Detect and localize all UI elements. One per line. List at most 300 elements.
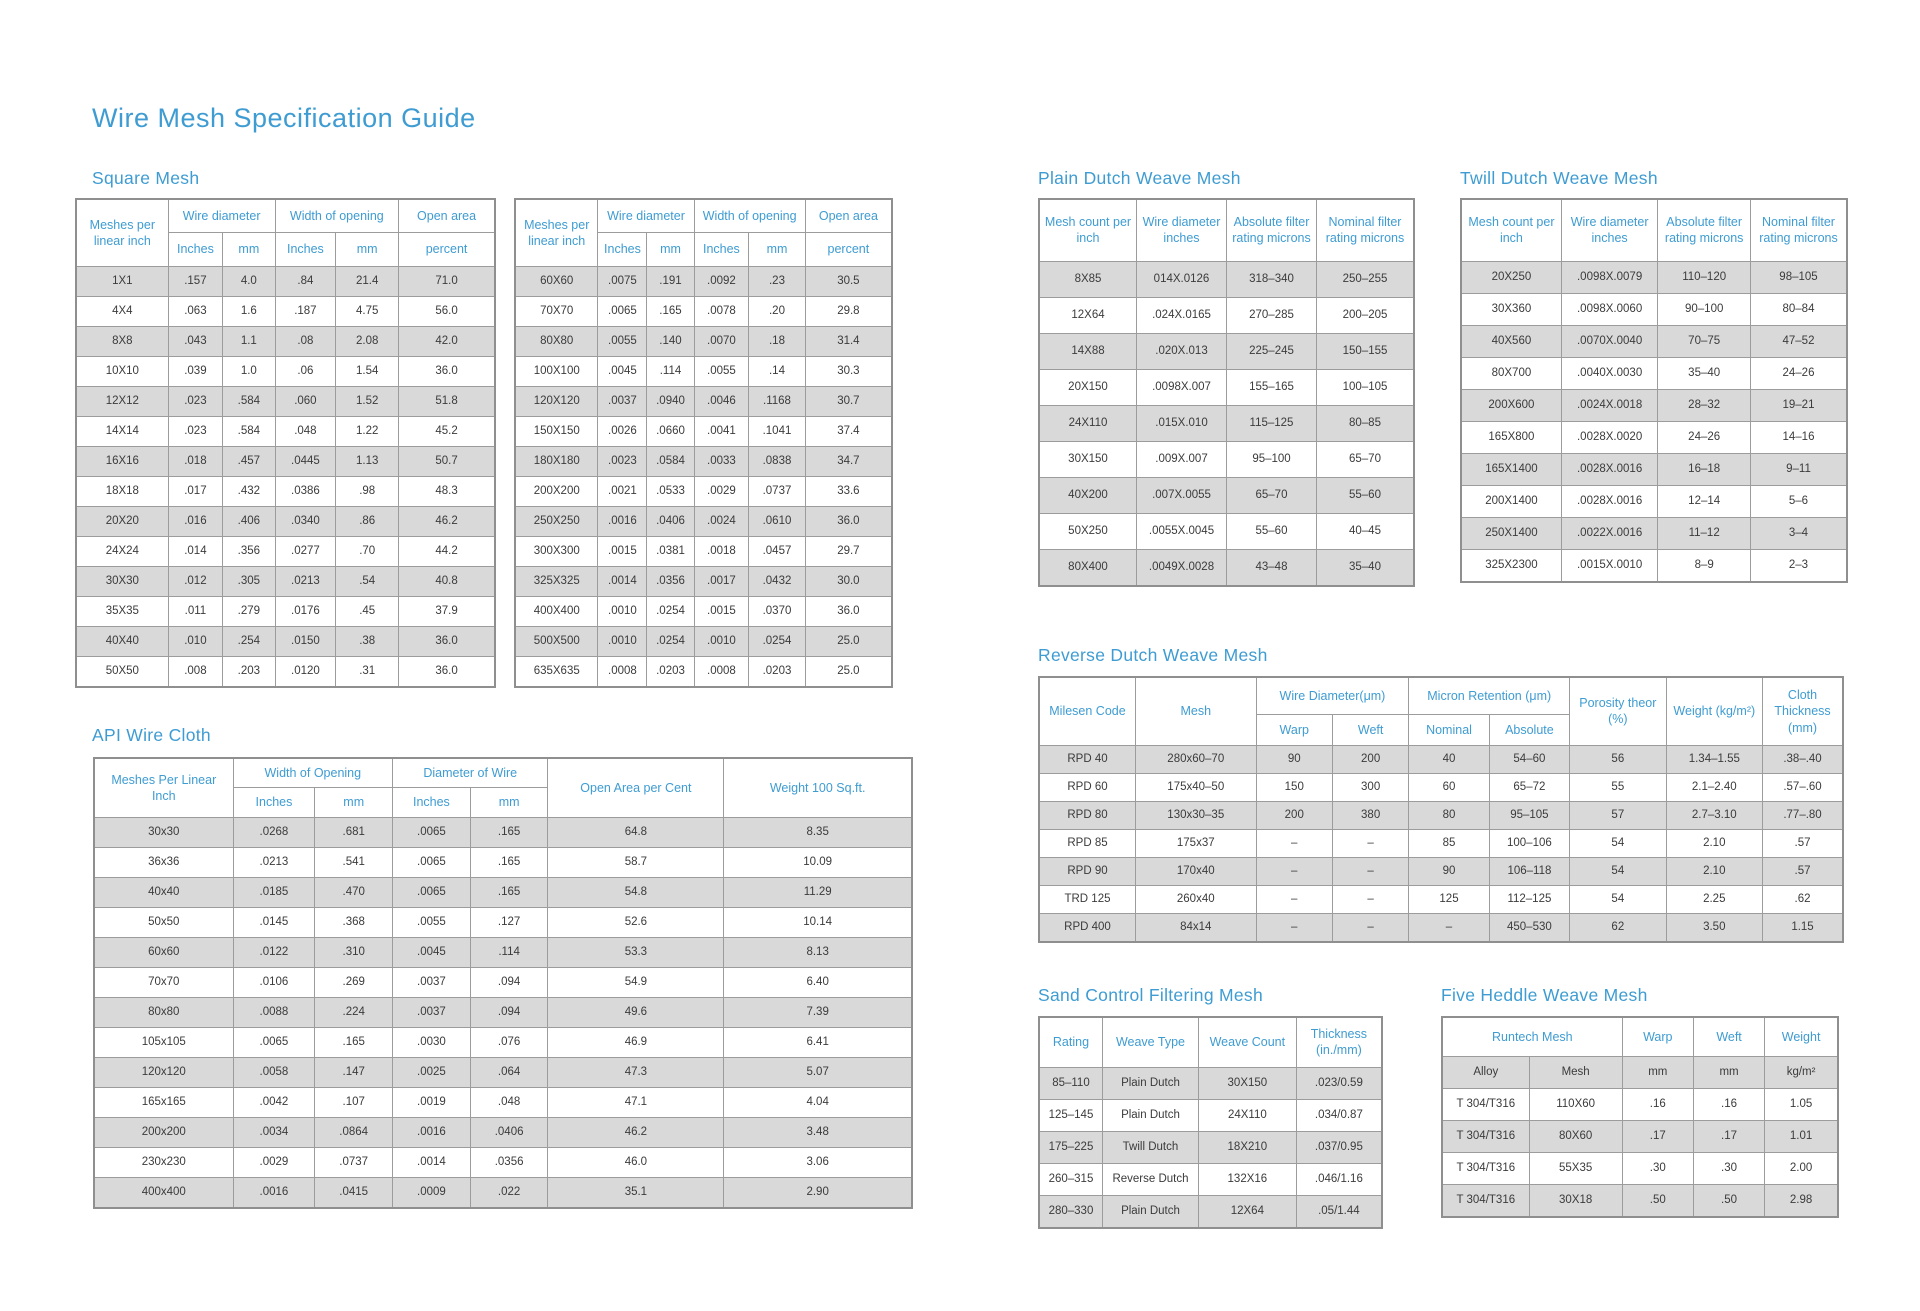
table-cell: 100X100 <box>515 356 598 386</box>
col-header-mesh-count: Mesh count per inch <box>1039 199 1137 261</box>
table-cell: .0940 <box>647 386 694 416</box>
table-cell: .0098X.007 <box>1137 369 1227 405</box>
table-cell: 70X70 <box>515 296 598 326</box>
table-cell: .0092 <box>694 266 749 296</box>
table-cell: mm <box>1622 1057 1693 1089</box>
table-cell: 65–70 <box>1227 477 1317 513</box>
table-cell: 300 <box>1332 773 1408 801</box>
table-cell: .30 <box>1622 1153 1693 1185</box>
table-cell: .0010 <box>598 626 647 656</box>
table-cell: .305 <box>223 566 275 596</box>
table-cell: 20X150 <box>1039 369 1137 405</box>
plain-dutch-table <box>1038 198 1415 587</box>
table-cell: 12X64 <box>1039 297 1137 333</box>
table-cell: .368 <box>315 907 393 937</box>
table-cell: 4.0 <box>223 266 275 296</box>
table-cell: 1.1 <box>223 326 275 356</box>
table-cell: 120x120 <box>94 1057 233 1087</box>
col-header-wire-diameter: Wire diameter inches <box>1561 199 1658 261</box>
col-header-inches: Inches <box>275 233 336 266</box>
table-cell: .0049X.0028 <box>1137 549 1227 586</box>
table-cell: 250X250 <box>515 506 598 536</box>
table-cell: 24–26 <box>1750 357 1847 389</box>
table-cell: .269 <box>315 967 393 997</box>
table-cell: 31.4 <box>805 326 892 356</box>
table-cell: 110–120 <box>1658 261 1751 293</box>
table-cell: .0033 <box>694 446 749 476</box>
table-cell: 120X120 <box>515 386 598 416</box>
section-title-api-wire-cloth: API Wire Cloth <box>92 725 211 745</box>
table-cell: .98 <box>336 476 399 506</box>
table-cell: 53.3 <box>548 937 724 967</box>
col-header-meshes-per-linear-inch: Meshes Per Linear Inch <box>94 758 233 817</box>
table-cell: .470 <box>315 877 393 907</box>
table-cell: .0277 <box>275 536 336 566</box>
table-cell: .310 <box>315 937 393 967</box>
table-row <box>76 326 495 356</box>
table-cell: 25.0 <box>805 656 892 687</box>
table-cell: 24–26 <box>1658 421 1751 453</box>
table-cell: Plain Dutch <box>1102 1067 1198 1099</box>
table-cell: .0042 <box>233 1087 315 1117</box>
table-cell: .584 <box>223 386 275 416</box>
table-cell: 12X64 <box>1198 1195 1296 1228</box>
square-mesh-table-2 <box>514 198 893 688</box>
col-header-meshes-per-linear-inch: Meshes per linear inch <box>515 199 598 266</box>
square-mesh-table-1 <box>75 198 496 688</box>
table-cell: 36.0 <box>399 356 495 386</box>
table-row <box>1461 549 1847 582</box>
table-body <box>1039 1067 1382 1228</box>
table-cell: 49.6 <box>548 997 724 1027</box>
table-cell: 105x105 <box>94 1027 233 1057</box>
table-cell: .0406 <box>647 506 694 536</box>
table-cell: .107 <box>315 1087 393 1117</box>
table-cell: RPD 40 <box>1039 745 1135 773</box>
table-row <box>94 1027 912 1057</box>
col-header-porosity: Porosity theor (%) <box>1570 677 1666 745</box>
table-cell: .0037 <box>393 997 471 1027</box>
table-cell: RPD 85 <box>1039 829 1135 857</box>
col-header-mesh-count: Mesh count per inch <box>1461 199 1561 261</box>
table-cell: .0018 <box>694 536 749 566</box>
table-cell: 450–530 <box>1489 913 1569 942</box>
table-cell: 1.34–1.55 <box>1666 745 1762 773</box>
table-cell: .0457 <box>749 536 806 566</box>
table-cell: 98–105 <box>1750 261 1847 293</box>
table-cell: .0356 <box>647 566 694 596</box>
table-cell: .0024 <box>694 506 749 536</box>
table-cell: .0030 <box>393 1027 471 1057</box>
table-cell: 47.1 <box>548 1087 724 1117</box>
table-cell: 42.0 <box>399 326 495 356</box>
table-cell: 51.8 <box>399 386 495 416</box>
table-cell: T 304/T316 <box>1442 1153 1529 1185</box>
table-cell: 260x40 <box>1135 885 1256 913</box>
table-cell: 1.6 <box>223 296 275 326</box>
col-header-weight-100-sqft: Weight 100 Sq.ft. <box>724 758 912 817</box>
table-cell: .046/1.16 <box>1296 1163 1382 1195</box>
table-cell: .0028X.0016 <box>1561 485 1658 517</box>
table-cell: 4.04 <box>724 1087 912 1117</box>
table-cell: RPD 400 <box>1039 913 1135 942</box>
table-cell: .681 <box>315 817 393 847</box>
table-cell: 11.29 <box>724 877 912 907</box>
col-header-nominal-rating: Nominal filter rating microns <box>1317 199 1415 261</box>
table-cell: .165 <box>470 817 548 847</box>
table-cell: .0014 <box>393 1147 471 1177</box>
table-cell: .38 <box>336 626 399 656</box>
table-row <box>76 386 495 416</box>
section-title-plain-dutch: Plain Dutch Weave Mesh <box>1038 168 1241 188</box>
table-cell: .0340 <box>275 506 336 536</box>
col-header-runtech-mesh: Runtech Mesh <box>1442 1017 1622 1057</box>
table-cell: 80 <box>1409 801 1489 829</box>
table-cell: 9–11 <box>1750 453 1847 485</box>
table-cell: .432 <box>223 476 275 506</box>
table-cell: 55 <box>1570 773 1666 801</box>
table-cell: .0533 <box>647 476 694 506</box>
table-cell: .165 <box>647 296 694 326</box>
table-cell: RPD 90 <box>1039 857 1135 885</box>
col-header-open-area-per-cent: Open Area per Cent <box>548 758 724 817</box>
table-cell: .0009 <box>393 1177 471 1208</box>
col-header-rating: Rating <box>1039 1017 1102 1067</box>
col-header-nominal-rating: Nominal filter rating microns <box>1750 199 1847 261</box>
table-cell: .0213 <box>275 566 336 596</box>
table-cell: .0356 <box>470 1147 548 1177</box>
table-cell: 25.0 <box>805 626 892 656</box>
col-header-mm: mm <box>336 233 399 266</box>
table-header <box>76 199 495 266</box>
square-mesh-tables <box>75 198 893 688</box>
table-cell: 165x165 <box>94 1087 233 1117</box>
table-cell: 225–245 <box>1227 333 1317 369</box>
table-row <box>515 326 892 356</box>
table-cell: .0008 <box>694 656 749 687</box>
table-cell: .254 <box>223 626 275 656</box>
table-cell: 175x37 <box>1135 829 1256 857</box>
col-header-inches: Inches <box>168 233 222 266</box>
table-cell: 34.7 <box>805 446 892 476</box>
table-row <box>1039 1163 1382 1195</box>
col-header-width-of-opening: Width of Opening <box>233 758 393 788</box>
table-cell: 30X30 <box>76 566 168 596</box>
table-cell: .0045 <box>598 356 647 386</box>
table-cell: .0098X.0079 <box>1561 261 1658 293</box>
table-cell: 40.8 <box>399 566 495 596</box>
table-cell: 200 <box>1256 801 1332 829</box>
table-cell: .020X.013 <box>1137 333 1227 369</box>
col-header-weave-count: Weave Count <box>1198 1017 1296 1067</box>
table-cell: .08 <box>275 326 336 356</box>
table-cell: .0055 <box>694 356 749 386</box>
table-cell: .0055X.0045 <box>1137 513 1227 549</box>
table-row <box>1039 333 1414 369</box>
table-cell: 28–32 <box>1658 389 1751 421</box>
table-cell: .0203 <box>647 656 694 687</box>
table-cell: .0029 <box>694 476 749 506</box>
table-cell: .0254 <box>647 596 694 626</box>
table-cell: .0088 <box>233 997 315 1027</box>
table-row <box>94 877 912 907</box>
table-cell: .014 <box>168 536 222 566</box>
table-cell: 1.05 <box>1765 1089 1838 1121</box>
table-row <box>1461 389 1847 421</box>
table-cell: .191 <box>647 266 694 296</box>
table-cell: 40X200 <box>1039 477 1137 513</box>
table-cell: 3.48 <box>724 1117 912 1147</box>
table-row <box>76 626 495 656</box>
table-cell: 200X1400 <box>1461 485 1561 517</box>
table-cell: 37.4 <box>805 416 892 446</box>
table-cell: .064 <box>470 1057 548 1087</box>
table-cell: 16–18 <box>1658 453 1751 485</box>
table-cell: – <box>1409 913 1489 942</box>
table-header <box>1039 677 1843 745</box>
table-cell: .0028X.0016 <box>1561 453 1658 485</box>
table-cell: 55–60 <box>1317 477 1415 513</box>
table-cell: .23 <box>749 266 806 296</box>
table-cell: 4.75 <box>336 296 399 326</box>
table-cell: – <box>1256 885 1332 913</box>
col-header-inches: Inches <box>694 233 749 266</box>
table-row <box>94 1057 912 1087</box>
table-cell: 1.0 <box>223 356 275 386</box>
table-cell: – <box>1256 857 1332 885</box>
table-cell: .007X.0055 <box>1137 477 1227 513</box>
col-header-wire-diameter: Wire diameter <box>598 199 694 233</box>
col-header-cloth-thickness: Cloth Thickness (mm) <box>1763 677 1843 745</box>
table-cell: RPD 80 <box>1039 801 1135 829</box>
table-cell: .0021 <box>598 476 647 506</box>
table-cell: 64.8 <box>548 817 724 847</box>
table-cell: 10X10 <box>76 356 168 386</box>
table-cell: .165 <box>470 877 548 907</box>
table-cell: 48.3 <box>399 476 495 506</box>
table-cell: 50x50 <box>94 907 233 937</box>
table-cell: 54 <box>1570 829 1666 857</box>
table-cell: .012 <box>168 566 222 596</box>
table-cell: 36.0 <box>805 506 892 536</box>
table-cell: RPD 60 <box>1039 773 1135 801</box>
table-cell: 44.2 <box>399 536 495 566</box>
table-cell: .0065 <box>393 877 471 907</box>
table-cell: 150X150 <box>515 416 598 446</box>
table-cell: 280x60–70 <box>1135 745 1256 773</box>
table-row <box>1442 1057 1838 1089</box>
table-cell: 8.35 <box>724 817 912 847</box>
table-cell: 46.2 <box>548 1117 724 1147</box>
table-header <box>94 758 912 817</box>
table-cell: .0034 <box>233 1117 315 1147</box>
col-header-wire-diameter: Wire diameter inches <box>1137 199 1227 261</box>
table-cell: 60X60 <box>515 266 598 296</box>
table-cell: .18 <box>749 326 806 356</box>
table-cell: 36.0 <box>805 596 892 626</box>
table-cell: 56 <box>1570 745 1666 773</box>
col-header-inches: Inches <box>233 788 315 817</box>
table-cell: .127 <box>470 907 548 937</box>
table-cell: 150–155 <box>1317 333 1415 369</box>
table-row <box>76 356 495 386</box>
table-cell: .0070X.0040 <box>1561 325 1658 357</box>
table-cell: .0075 <box>598 266 647 296</box>
table-cell: .0046 <box>694 386 749 416</box>
table-cell: 6.40 <box>724 967 912 997</box>
table-cell: 5.07 <box>724 1057 912 1087</box>
table-cell: 175–225 <box>1039 1131 1102 1163</box>
table-cell: .17 <box>1693 1121 1764 1153</box>
table-cell: 85–110 <box>1039 1067 1102 1099</box>
table-cell: 30.7 <box>805 386 892 416</box>
table-row <box>1039 1067 1382 1099</box>
table-cell: 270–285 <box>1227 297 1317 333</box>
table-cell: .0610 <box>749 506 806 536</box>
table-cell: .0737 <box>749 476 806 506</box>
table-cell: .060 <box>275 386 336 416</box>
table-cell: .0106 <box>233 967 315 997</box>
table-cell: 55–60 <box>1227 513 1317 549</box>
table-cell: 80X400 <box>1039 549 1137 586</box>
table-cell: .57 <box>1763 829 1843 857</box>
table-cell: .16 <box>1693 1089 1764 1121</box>
table-cell: 30X360 <box>1461 293 1561 325</box>
table-row <box>76 446 495 476</box>
col-header-weave-type: Weave Type <box>1102 1017 1198 1067</box>
table-cell: 180X180 <box>515 446 598 476</box>
table-cell: 115–125 <box>1227 405 1317 441</box>
table-cell: 260–315 <box>1039 1163 1102 1195</box>
table-cell: .1041 <box>749 416 806 446</box>
table-cell: .0022X.0016 <box>1561 517 1658 549</box>
table-row <box>1039 369 1414 405</box>
table-cell: 70x70 <box>94 967 233 997</box>
table-cell: .022 <box>470 1177 548 1208</box>
table-cell: 125 <box>1409 885 1489 913</box>
table-cell: .0213 <box>233 847 315 877</box>
table-row <box>1039 513 1414 549</box>
table-row <box>1039 885 1843 913</box>
table-cell: .0584 <box>647 446 694 476</box>
col-header-weight: Weight <box>1765 1017 1838 1057</box>
table-row <box>1039 829 1843 857</box>
table-cell: 54.9 <box>548 967 724 997</box>
table-cell: .0838 <box>749 446 806 476</box>
table-cell: 18X210 <box>1198 1131 1296 1163</box>
table-cell: 112–125 <box>1489 885 1569 913</box>
col-header-open-area: Open area <box>805 199 892 233</box>
table-cell: 250–255 <box>1317 261 1415 297</box>
table-cell: .157 <box>168 266 222 296</box>
table-cell: 36x36 <box>94 847 233 877</box>
table-row <box>94 1087 912 1117</box>
table-cell: – <box>1256 829 1332 857</box>
section-title-square-mesh: Square Mesh <box>92 168 200 188</box>
table-cell: .043 <box>168 326 222 356</box>
table-cell: 35–40 <box>1658 357 1751 389</box>
table-cell: .84 <box>275 266 336 296</box>
table-cell: 100–105 <box>1317 369 1415 405</box>
twill-dutch-table <box>1460 198 1848 583</box>
table-body <box>76 266 495 687</box>
table-cell: .45 <box>336 596 399 626</box>
table-cell: 95–105 <box>1489 801 1569 829</box>
table-cell: 60x60 <box>94 937 233 967</box>
table-cell: 7.39 <box>724 997 912 1027</box>
table-body <box>94 817 912 1208</box>
table-cell: .14 <box>749 356 806 386</box>
table-cell: .0025 <box>393 1057 471 1087</box>
table-cell: kg/m² <box>1765 1057 1838 1089</box>
table-cell: 300X300 <box>515 536 598 566</box>
col-header-thickness: Thickness (in./mm) <box>1296 1017 1382 1067</box>
table-cell: 2.90 <box>724 1177 912 1208</box>
table-cell: .86 <box>336 506 399 536</box>
table-cell: 54 <box>1570 857 1666 885</box>
table-cell: 37.9 <box>399 596 495 626</box>
table-cell: .356 <box>223 536 275 566</box>
table-row <box>1442 1121 1838 1153</box>
table-cell: 3–4 <box>1750 517 1847 549</box>
table-cell: 30x30 <box>94 817 233 847</box>
table-cell: 29.8 <box>805 296 892 326</box>
table-cell: .0055 <box>598 326 647 356</box>
col-header-mm: mm <box>223 233 275 266</box>
table-header <box>1039 1017 1382 1067</box>
table-cell: 500X500 <box>515 626 598 656</box>
col-header-weft: Weft <box>1693 1017 1764 1057</box>
table-cell: .0016 <box>233 1177 315 1208</box>
table-row <box>1461 325 1847 357</box>
table-cell: – <box>1332 913 1408 942</box>
table-cell: .187 <box>275 296 336 326</box>
table-cell: 110X60 <box>1529 1089 1622 1121</box>
col-header-mm: mm <box>749 233 806 266</box>
table-body <box>515 266 892 687</box>
table-cell: 10.09 <box>724 847 912 877</box>
table-cell: 100–106 <box>1489 829 1569 857</box>
table-cell: 80X60 <box>1529 1121 1622 1153</box>
table-cell: .0026 <box>598 416 647 446</box>
table-cell: 14X14 <box>76 416 168 446</box>
table-cell: .1168 <box>749 386 806 416</box>
table-cell: .0065 <box>598 296 647 326</box>
table-cell: 50.7 <box>399 446 495 476</box>
table-cell: Reverse Dutch <box>1102 1163 1198 1195</box>
table-cell: 40 <box>1409 745 1489 773</box>
table-cell: .0010 <box>694 626 749 656</box>
table-body <box>1461 261 1847 582</box>
table-cell: 50X250 <box>1039 513 1137 549</box>
table-cell: .0864 <box>315 1117 393 1147</box>
table-cell: 5–6 <box>1750 485 1847 517</box>
col-header-wire-diameter-um: Wire Diameter(μm) <box>1256 677 1409 715</box>
table-cell: 2.7–3.10 <box>1666 801 1762 829</box>
table-row <box>1442 1185 1838 1218</box>
table-cell: 33.6 <box>805 476 892 506</box>
table-row <box>1461 421 1847 453</box>
table-cell: 2.10 <box>1666 829 1762 857</box>
table-row <box>94 1177 912 1208</box>
table-header <box>1039 199 1414 261</box>
table-cell: 1.13 <box>336 446 399 476</box>
table-cell: 30.0 <box>805 566 892 596</box>
table-cell: 11–12 <box>1658 517 1751 549</box>
table-cell: 80X700 <box>1461 357 1561 389</box>
table-row <box>76 566 495 596</box>
table-cell: 1.22 <box>336 416 399 446</box>
